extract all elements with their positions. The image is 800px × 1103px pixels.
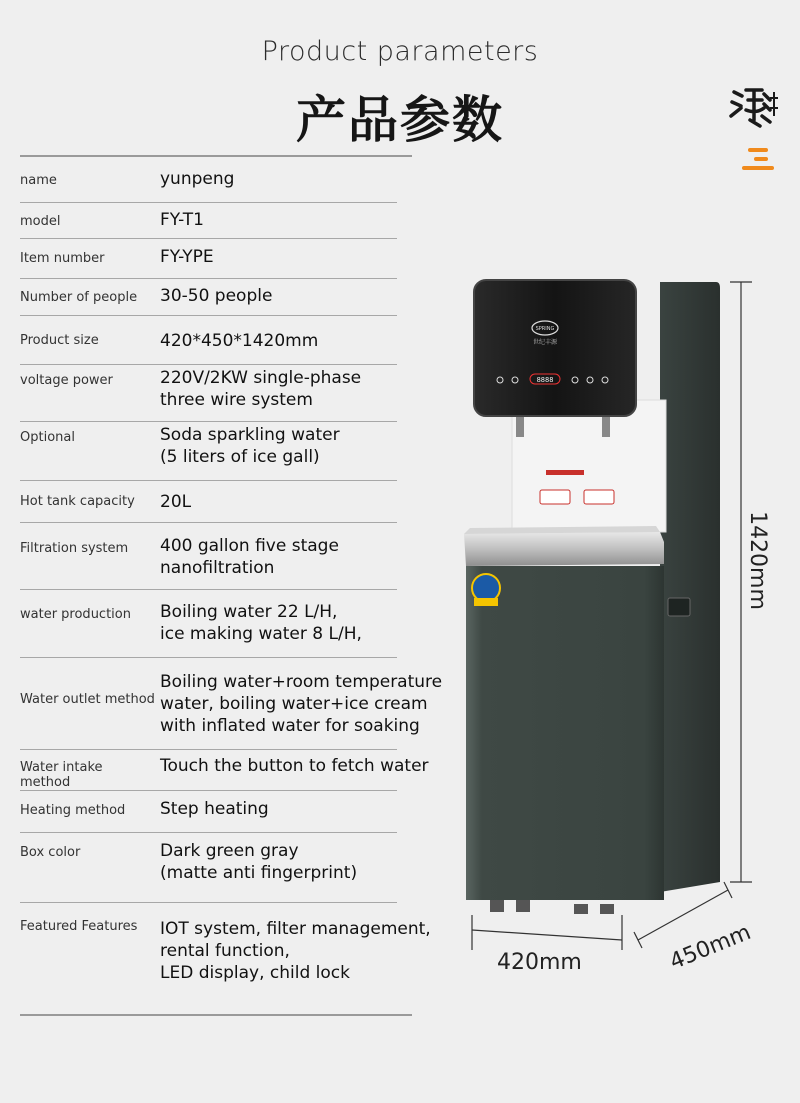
param-label: Water outlet method <box>20 692 155 707</box>
param-label: Optional <box>20 430 75 445</box>
param-label: model <box>20 214 61 229</box>
param-label: Heating method <box>20 803 126 818</box>
brand-calligraphy-logo <box>728 86 780 130</box>
page-title-en: Product parameters <box>261 36 539 67</box>
row-divider <box>20 421 397 422</box>
param-value: 20L <box>160 492 192 512</box>
row-divider <box>20 364 397 365</box>
param-value: FY-YPE <box>160 247 214 267</box>
row-divider <box>20 832 397 833</box>
param-label: Water intake method <box>20 760 103 790</box>
water-dispenser-image <box>460 270 800 970</box>
param-value: Boiling water 22 L/H, ice making water 8 L/H, <box>160 602 362 644</box>
param-value: Touch the button to fetch water <box>160 756 429 776</box>
menu-icon[interactable] <box>742 148 774 174</box>
footer-divider <box>20 1014 412 1016</box>
param-value: Boiling water+room temperature water, boiling water+ice cream with inflated water for soaking <box>160 672 443 736</box>
param-label: Featured Features <box>20 919 138 934</box>
param-label: name <box>20 173 57 188</box>
param-label: Product size <box>20 333 99 348</box>
param-value: FY-T1 <box>160 210 204 230</box>
svg-text:SPRING: SPRING <box>535 326 555 332</box>
header-divider <box>20 155 412 157</box>
param-value: Soda sparkling water (5 liters of ice gall) <box>160 425 340 467</box>
param-value: 420*450*1420mm <box>160 331 319 351</box>
row-divider <box>20 202 397 203</box>
param-value: 400 gallon five stage nanofiltration <box>160 536 339 578</box>
param-value: 30-50 people <box>160 286 273 306</box>
svg-text:世纪丰源: 世纪丰源 <box>532 339 558 346</box>
param-value: yunpeng <box>160 169 235 189</box>
row-divider <box>20 790 397 791</box>
row-divider <box>20 749 397 750</box>
param-value: IOT system, filter management, rental function, LED display, child lock <box>160 919 431 983</box>
param-value: Step heating <box>160 799 269 819</box>
row-divider <box>20 315 397 316</box>
height-dimension-label: 1420mm <box>744 511 770 610</box>
row-divider <box>20 238 397 239</box>
param-label: Box color <box>20 845 81 860</box>
param-label: water production <box>20 607 131 622</box>
row-divider <box>20 902 397 903</box>
depth-dimension-label: 450mm <box>666 920 755 975</box>
row-divider <box>20 657 397 658</box>
param-value: Dark green gray (matte anti fingerprint) <box>160 841 358 883</box>
row-divider <box>20 278 397 279</box>
row-divider <box>20 522 397 523</box>
param-value: 220V/2KW single-phase three wire system <box>160 368 362 410</box>
param-label: Number of people <box>20 290 138 305</box>
param-label: Hot tank capacity <box>20 494 135 509</box>
svg-text:8888: 8888 <box>536 376 554 384</box>
row-divider <box>20 480 397 481</box>
param-label: Filtration system <box>20 541 129 556</box>
param-label: Item number <box>20 251 105 266</box>
page-title-cn: 产品参数 <box>296 91 504 149</box>
width-dimension-label: 420mm <box>497 950 582 975</box>
param-label: voltage power <box>20 373 113 388</box>
row-divider <box>20 589 397 590</box>
